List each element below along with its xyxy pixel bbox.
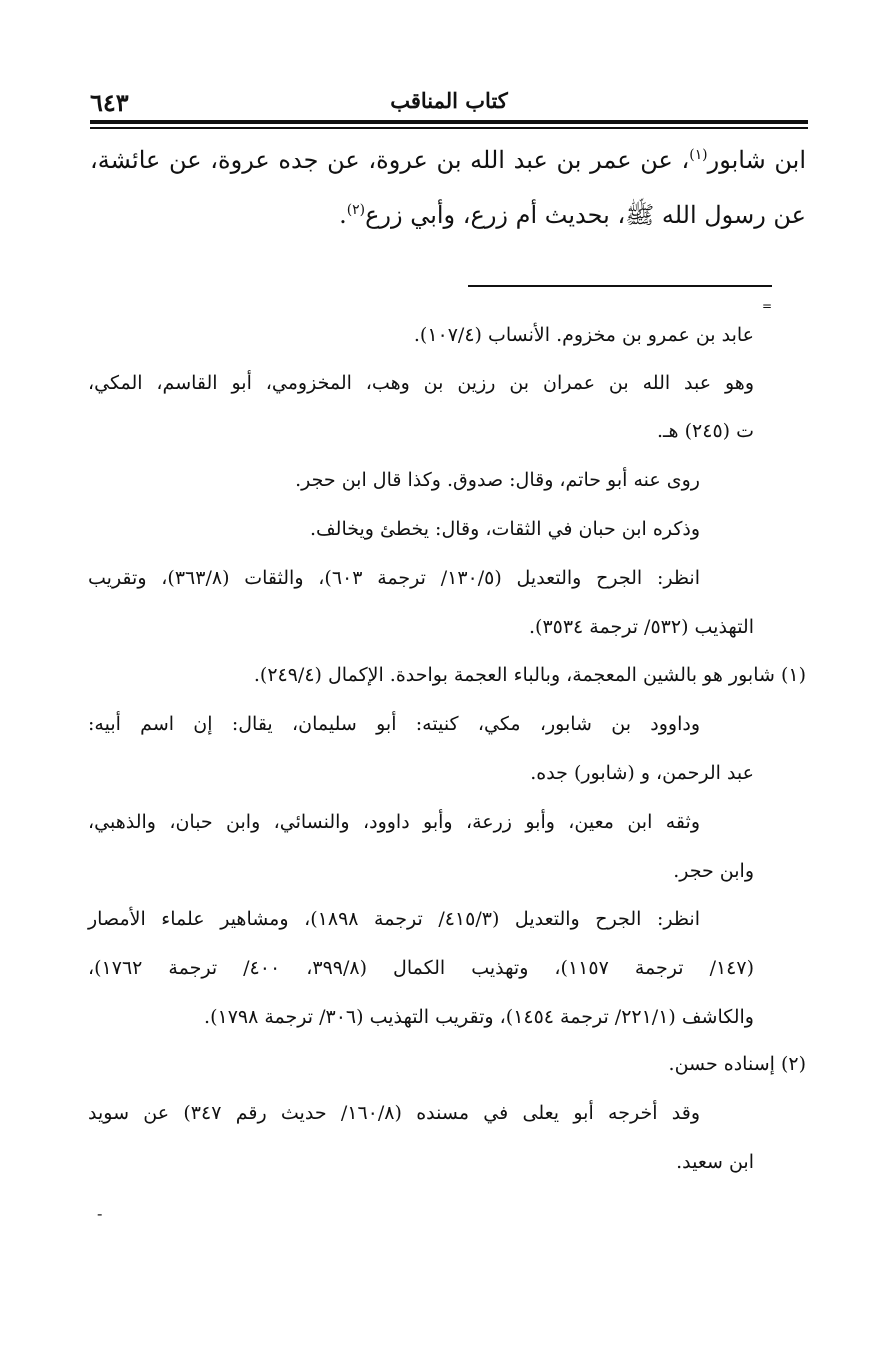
footnote-line: (١٤٧/ ترجمة ١١٥٧)، وتهذيب الكمال (٣٩٩/٨، ٤٠٠/ ترجمة ١٧٦٢)، <box>88 957 755 979</box>
running-title: كتاب المناقب <box>390 88 508 113</box>
footnote-line: روى عنه أبو حاتم، وقال: صدوق. وكذا قال ابن حجر. <box>295 469 700 491</box>
footnote-line: والكاشف (٢٢١/١/ ترجمة ١٤٥٤)، وتقريب التهذيب (٣٠٦/ ترجمة ١٧٩٨). <box>204 1006 754 1028</box>
end-mark: - <box>97 1204 103 1223</box>
footnote-line: ابن سعيد. <box>676 1151 754 1173</box>
footnote-line: وهو عبد الله بن عمران بن رزين بن وهب، المخزومي، أبو القاسم، المكي، <box>88 372 754 394</box>
footnote-ref: (٢) <box>346 202 366 218</box>
header-rule-thin <box>90 127 808 129</box>
footnote-line: وداوود بن شابور، مكي، كنيته: أبو سليمان، يقال: إن اسم أبيه: <box>88 713 700 735</box>
page-header <box>90 82 808 122</box>
page-number: ٦٤٣ <box>90 88 129 117</box>
continuation-mark: = <box>762 299 773 313</box>
footnote-ref: (١) <box>689 147 708 163</box>
footnote-line: ت (٢٤٥) هـ. <box>656 420 754 442</box>
footnote-line: وابن حجر. <box>673 860 754 882</box>
main-text-line: عن رسول الله ﷺ، بحديث أم زرع، وأبي زرع$^{(٢)}$. <box>339 201 806 229</box>
footnote-line: عبد الرحمن، و (شابور) جده. <box>530 762 754 784</box>
footnote-line: انظر: الجرح والتعديل (١٣٠/٥/ ترجمة ٦٠٣)، والثقات (٣٦٣/٨)، وتقريب <box>88 567 700 589</box>
header-rule-thick <box>90 120 808 124</box>
footnote-separator <box>468 285 772 287</box>
footnote-line: وذكره ابن حبان في الثقات، وقال: يخطئ ويخالف. <box>309 518 700 540</box>
main-text-line: ابن شابور$^{(١)}$، عن عمر بن عبد الله بن عروة، عن جده عروة، عن عائشة، <box>90 146 806 174</box>
footnote-line: وثقه ابن معين، وأبو زرعة، وأبو داوود، والنسائي، وابن حبان، والذهبي، <box>88 811 700 833</box>
footnote-line: التهذيب (٥٣٢/ ترجمة ٣٥٣٤). <box>528 616 754 638</box>
footnote-line: (٢) إسناده حسن. <box>668 1053 806 1075</box>
footnote-line: انظر: الجرح والتعديل (٤١٥/٣/ ترجمة ١٨٩٨)، ومشاهير علماء الأمصار <box>88 908 700 930</box>
footnote-line: عابد بن عمرو بن مخزوم. الأنساب (١٠٧/٤). <box>413 324 754 346</box>
footnote-line: (١) شابور هو بالشين المعجمة، وبالباء العجمة بواحدة. الإكمال (٢٤٩/٤). <box>253 664 806 686</box>
footnote-line: وقد أخرجه أبو يعلى في مسنده (١٦٠/٨/ حديث رقم ٣٤٧) عن سويد <box>88 1102 700 1124</box>
